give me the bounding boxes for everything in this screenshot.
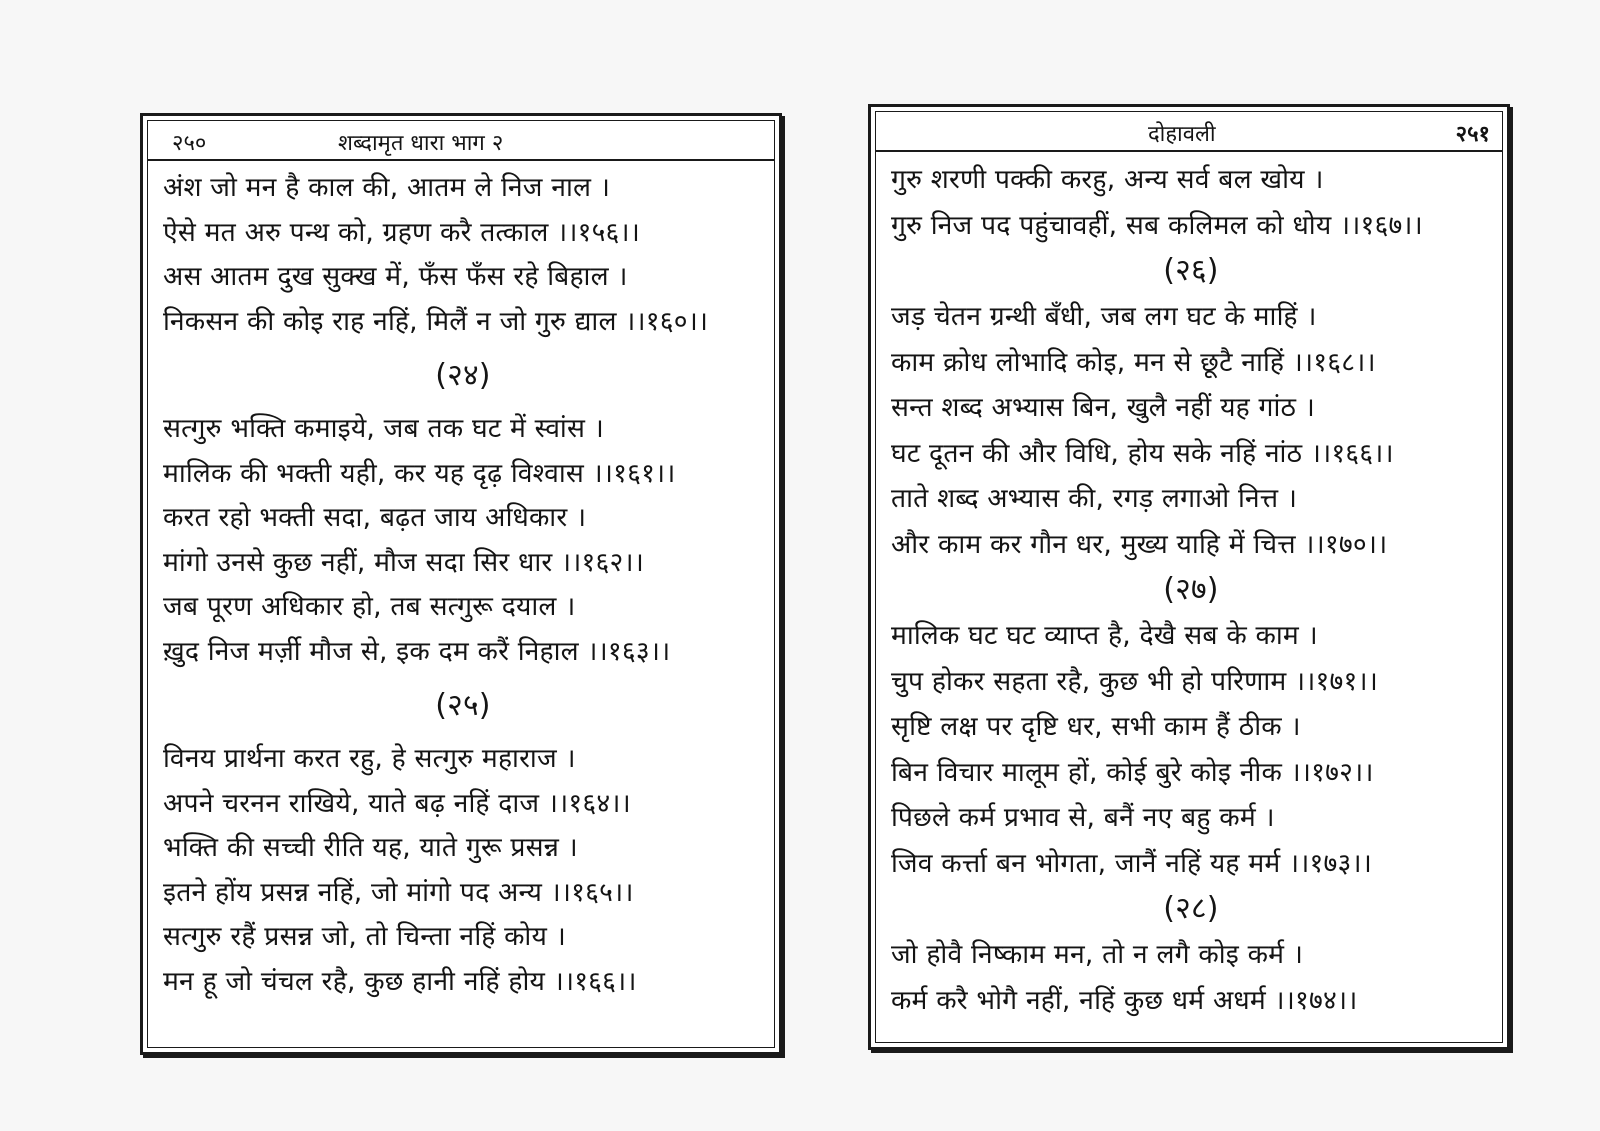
verse-line: काम क्रोध लोभादि कोइ, मन से छूटै नाहिं ।।१६८।। [891,346,1376,378]
verse-line: गुरु निज पद पहुंचावहीं, सब कलिमल को धोय ।।१६७।। [891,209,1423,241]
verse-line: जब पूरण अधिकार हो, तब सत्गुरू दयाल । [163,591,576,622]
right-page-number: २५१ [1455,122,1490,147]
verse-line: मांगो उनसे कुछ नहीं, मौज सदा सिर धार ।।१६२।। [163,546,644,578]
right-page-header [876,112,1502,152]
left-page-title: शब्दामृत धारा भाग २ [338,131,504,156]
verse-line: मालिक की भक्ती यही, कर यह दृढ़ विश्वास ।।१६१।। [163,457,676,489]
verse-line: चुप होकर सहता रहै, कुछ भी हो परिणाम ।।१७१।। [891,665,1378,697]
verse-line: सत्गुरु रहैं प्रसन्न जो, तो चिन्ता नहिं कोय । [163,921,566,952]
verse-line: सत्गुरु भक्ति कमाइये, जब तक घट में स्वांस । [163,413,604,444]
verse-line: मालिक घट घट व्याप्त है, देखै सब के काम । [891,620,1318,651]
verse-line: सन्त शब्द अभ्यास बिन, खुलै नहीं यह गांठ । [891,392,1315,423]
verse-line: अपने चरनन राखिये, याते बढ़ नहिं दाज ।।१६४।। [163,787,631,819]
verse-line: बिन विचार मालूम हों, कोई बुरे कोइ नीक ।।१७२।। [891,756,1374,788]
verse-line: पिछले कर्म प्रभाव से, बनैं नए बहु कर्म । [891,802,1275,833]
verse-line: ऐसे मत अरु पन्थ को, ग्रहण करै तत्काल ।।१५६।। [163,216,641,248]
verse-line: विनय प्रार्थना करत रहु, हे सत्गुरु महाराज । [163,743,576,774]
section-number: (२७) [1163,572,1219,607]
verse-line: निकसन की कोइ राह नहिं, मिलैं न जो गुरु द्याल ।।१६०।। [163,305,709,337]
verse-line: करत रहो भक्ती सदा, बढ़त जाय अधिकार । [163,502,587,533]
verse-line: जो होवै निष्काम मन, तो न लगै कोइ कर्म । [891,939,1304,970]
verse-line: सृष्टि लक्ष पर दृष्टि धर, सभी काम हैं ठीक । [891,711,1301,742]
verse-line: भक्ति की सच्ची रीति यह, याते गुरू प्रसन्न । [163,832,578,863]
right-page-verses [891,157,1491,1023]
right-page-title: दोहावली [1148,122,1216,147]
left-page-header [148,121,774,161]
verse-line: ख़ुद निज मर्ज़ी मौज से, इक दम करैं निहाल ।।१६३।। [163,635,671,667]
verse-line: अंश जो मन है काल की, आतम ले निज नाल । [163,172,611,203]
verse-line: जिव कर्त्ता बन भोगता, जानैं नहिं यह मर्म ।।१७३।। [891,847,1372,879]
verse-line: और काम कर गौन धर, मुख्य याहि में चित्त ।।१७०।। [891,528,1388,560]
section-number: (२६) [1163,253,1219,288]
section-number: (२४) [435,358,491,393]
verse-line: मन हू जो चंचल रहै, कुछ हानी नहिं होय ।।१६६।। [163,965,637,997]
section-number: (२५) [435,688,491,723]
verse-line: इतने होंय प्रसन्न नहिं, जो मांगो पद अन्य ।।१६५।। [163,876,634,908]
verse-line: कर्म करै भोगै नहीं, नहिं कुछ धर्म अधर्म ।।१७४।। [891,984,1358,1016]
left-page-verses [163,166,763,1004]
verse-line: घट दूतन की और विधि, होय सके नहिं नांठ ।।१६६।। [891,437,1394,469]
left-page-number: २५० [172,131,207,156]
verse-line: जड़ चेतन ग्रन्थी बँधी, जब लग घट के माहिं । [891,301,1317,332]
right-page [868,104,1510,1050]
left-page [140,113,782,1055]
verse-line: ताते शब्द अभ्यास की, रगड़ लगाओ नित्त । [891,483,1298,514]
verse-line: गुरु शरणी पक्की करहु, अन्य सर्व बल खोय । [891,164,1324,195]
verse-line: अस आतम दुख सुक्ख में, फँस फँस रहे बिहाल । [163,261,628,292]
section-number: (२८) [1163,891,1219,926]
